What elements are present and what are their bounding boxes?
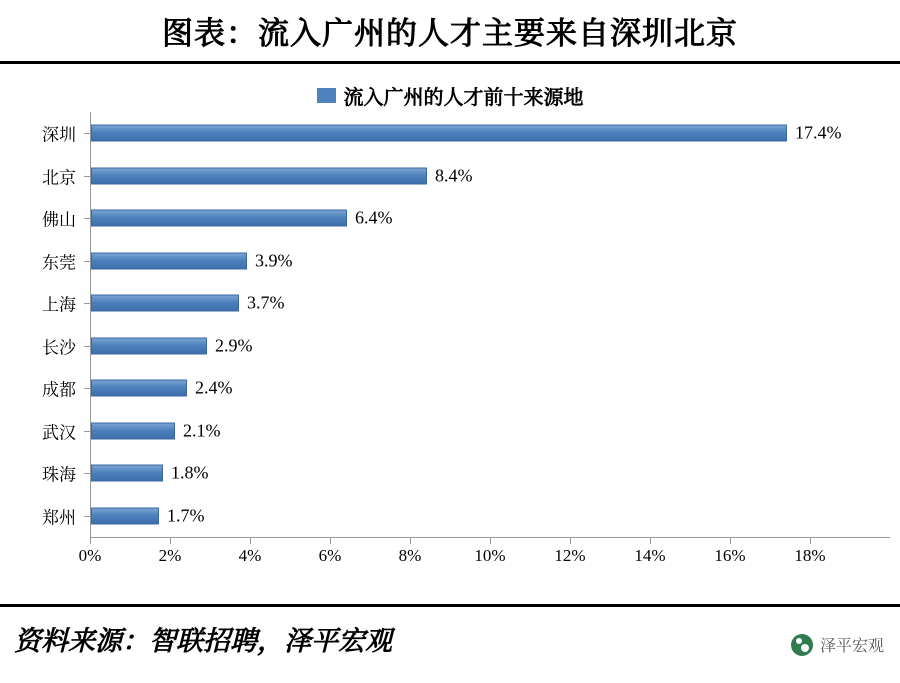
bar-row	[42, 367, 890, 410]
y-axis-tick	[84, 388, 90, 389]
category-label: 东莞	[42, 253, 76, 273]
x-axis-tick-label: 2%	[158, 546, 182, 565]
bar-value-label: 3.9%	[255, 250, 293, 271]
x-axis-tick	[250, 538, 251, 544]
bar	[91, 167, 427, 184]
bar-value-label: 1.8%	[171, 462, 209, 483]
y-axis-tick	[84, 346, 90, 347]
bar-with-label	[91, 462, 209, 483]
bar-row	[42, 240, 890, 283]
x-axis-tick-label: 8%	[398, 546, 422, 565]
bar-with-label	[91, 337, 253, 354]
bar-row	[42, 495, 890, 538]
category-label: 成都	[42, 380, 76, 400]
bar-value-label: 1.7%	[167, 505, 205, 526]
plot-area	[42, 112, 890, 565]
bar-value-label: 6.4%	[355, 207, 393, 228]
bar-with-label	[91, 207, 393, 228]
wechat-logo-icon	[791, 634, 813, 656]
x-axis-tick	[90, 538, 91, 544]
category-label: 长沙	[42, 338, 76, 358]
category-label: 武汉	[42, 423, 76, 443]
category-label: 郑州	[42, 508, 76, 528]
y-axis-tick	[84, 303, 90, 304]
y-axis-tick	[84, 473, 90, 474]
bar-value-label: 2.9%	[215, 335, 253, 356]
chart-title-bar	[0, 0, 900, 64]
x-axis-tick	[730, 538, 731, 544]
bar-with-label	[91, 252, 293, 269]
x-axis-tick	[410, 538, 411, 544]
legend-swatch-icon	[317, 88, 336, 103]
bar	[91, 295, 239, 312]
bar	[91, 422, 175, 439]
source-label: 资料来源：智联招聘，泽平宏观	[14, 626, 392, 656]
bar-row	[42, 112, 890, 155]
bar-value-label: 2.1%	[183, 420, 221, 441]
x-axis	[78, 538, 890, 578]
x-axis-tick-label: 16%	[714, 546, 746, 565]
bar-row	[42, 452, 890, 495]
y-axis-tick	[84, 176, 90, 177]
x-axis-tick-label: 18%	[794, 546, 826, 565]
bar-with-label	[91, 167, 473, 184]
x-axis-tick-label: 4%	[238, 546, 262, 565]
bar-row	[42, 325, 890, 368]
x-axis-tick	[170, 538, 171, 544]
category-label: 珠海	[42, 465, 76, 485]
chart-legend	[0, 81, 900, 110]
bar-row	[42, 410, 890, 453]
y-axis-tick	[84, 218, 90, 219]
x-axis-tick-label: 0%	[78, 546, 102, 565]
y-axis-tick	[84, 133, 90, 134]
x-axis-tick	[810, 538, 811, 544]
chart-container	[0, 67, 900, 604]
bar-value-label: 8.4%	[435, 165, 473, 186]
bar-row	[42, 282, 890, 325]
bar-row	[42, 197, 890, 240]
y-axis-tick	[84, 431, 90, 432]
watermark-label: 泽平宏观	[819, 638, 884, 655]
legend-label: 流入广州的人才前十来源地	[343, 87, 584, 109]
category-label: 上海	[42, 295, 76, 315]
x-axis-tick	[570, 538, 571, 544]
bar-with-label	[91, 422, 221, 439]
y-axis-tick	[84, 261, 90, 262]
x-axis-tick-label: 12%	[554, 546, 586, 565]
bar-with-label	[91, 292, 285, 313]
bar-with-label	[91, 507, 205, 524]
bar-value-label: 17.4%	[795, 122, 842, 143]
x-axis-tick-label: 14%	[634, 546, 666, 565]
bar-with-label	[91, 377, 233, 398]
bar-rows	[42, 112, 890, 537]
x-axis-tick	[330, 538, 331, 544]
bar-value-label: 3.7%	[247, 292, 285, 313]
category-label: 深圳	[42, 125, 76, 145]
bar	[91, 252, 247, 269]
page-title: 图表：流入广州的人才主要来自深圳北京	[162, 16, 738, 51]
y-axis-tick	[84, 516, 90, 517]
bar	[91, 210, 347, 227]
bar	[91, 380, 187, 397]
category-label: 北京	[42, 168, 76, 188]
bar-row	[42, 155, 890, 198]
x-axis-tick-label: 10%	[474, 546, 506, 565]
category-label: 佛山	[42, 210, 76, 230]
watermark	[791, 633, 884, 656]
bar-value-label: 2.4%	[195, 377, 233, 398]
bar	[91, 507, 159, 524]
x-axis-tick-label: 6%	[318, 546, 342, 565]
bar	[91, 125, 787, 142]
x-axis-tick	[650, 538, 651, 544]
bar-with-label	[91, 122, 842, 143]
x-axis-tick	[490, 538, 491, 544]
source-footer	[0, 604, 900, 683]
bar	[91, 465, 163, 482]
bar	[91, 337, 207, 354]
